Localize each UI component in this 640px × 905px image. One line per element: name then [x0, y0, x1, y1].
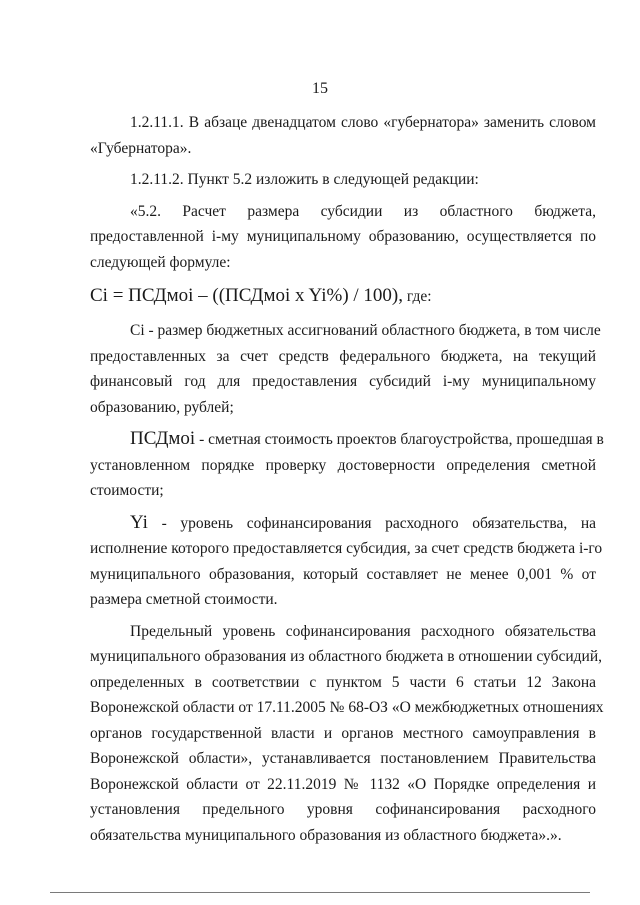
text-line: обязательства муниципального образования из областного бюджета».». — [90, 826, 562, 844]
formula-where: где: — [403, 288, 432, 305]
text-line: 1.2.11.2. Пункт 5.2 изложить в следующей редакции: — [130, 171, 479, 188]
text-line: предоставленной i-му муниципальному образованию, осуществляется по — [90, 228, 596, 245]
text-line: финансовый год для предоставления субсидий i-му муниципальному — [90, 373, 596, 390]
text-line: Воронежской области», устанавливается постановлением Правительства — [90, 750, 596, 767]
subsidy-formula — [90, 281, 596, 312]
definition-text: - уровень софинансирования расходного обязательства, на — [147, 514, 596, 532]
page-bottom-edge — [50, 892, 590, 893]
paragraph-1-2-11-1 — [90, 110, 596, 161]
paragraph-1-2-11-2 — [90, 167, 596, 193]
definition-psdmoi — [90, 426, 604, 504]
term-yi: Yi — [130, 511, 148, 533]
text-line: предоставленных за счет средств федерального бюджета, на текущий — [90, 347, 596, 365]
text-line: муниципального образования, который составляет не менее 0,001 % от — [90, 565, 596, 583]
definition-ci — [90, 318, 601, 420]
text-line: «5.2. Расчет размера субсидии из областного бюджета, — [130, 202, 596, 220]
text-line: установления предельного уровня софинансирования расходного — [90, 801, 596, 818]
text-line: Ci - размер бюджетных ассигнований областного бюджета, в том числе — [130, 322, 601, 339]
text-line: стоимости; — [90, 482, 164, 499]
text-line: следующей формуле: — [90, 253, 231, 271]
text-line: Воронежской области от 22.11.2019 № 1132 «О Порядке определения и — [90, 775, 596, 793]
text-line: органов государственной власти и органов местного самоуправления в — [90, 724, 596, 742]
paragraph-5-2 — [90, 199, 596, 276]
text-line — [90, 426, 604, 453]
text-line: установленном порядке проверку достоверности определения сметной — [90, 456, 596, 474]
text-line: образованию, рублей; — [90, 398, 234, 416]
text-line: определенных в соответствии с пунктом 5 части 6 статьи 12 Закона — [90, 673, 596, 691]
text-line: Предельный уровень софинансирования расходного обязательства — [130, 622, 596, 640]
page-number: 15 — [312, 80, 328, 97]
term-psdmoi: ПСДмоi — [130, 428, 196, 449]
text-line — [90, 510, 596, 537]
text-line: 1.2.11.1. В абзаце двенадцатом слово «губернатора» заменить словом — [130, 114, 596, 131]
text-line: размера сметной стоимости. — [90, 591, 278, 608]
definition-text: - сметная стоимость проектов благоустройства, прошедшая в — [195, 431, 604, 448]
document-body — [90, 110, 604, 854]
definition-yi — [90, 510, 603, 613]
text-line: «Губернатора». — [90, 139, 192, 157]
text-line: муниципального образования из областного бюджета в отношении субсидий, — [90, 648, 603, 665]
text-line: исполнение которого предоставляется субсидия, за счет средств бюджета i-го — [90, 540, 603, 557]
paragraph-co-financing-limit — [90, 619, 604, 849]
formula-expression: Ci = ПСДмоi – ((ПСДмоi x Yi%) / 100), — [90, 285, 403, 306]
text-line: Воронежской области от 17.11.2005 № 68-ОЗ «О межбюджетных отношениях — [90, 699, 604, 716]
